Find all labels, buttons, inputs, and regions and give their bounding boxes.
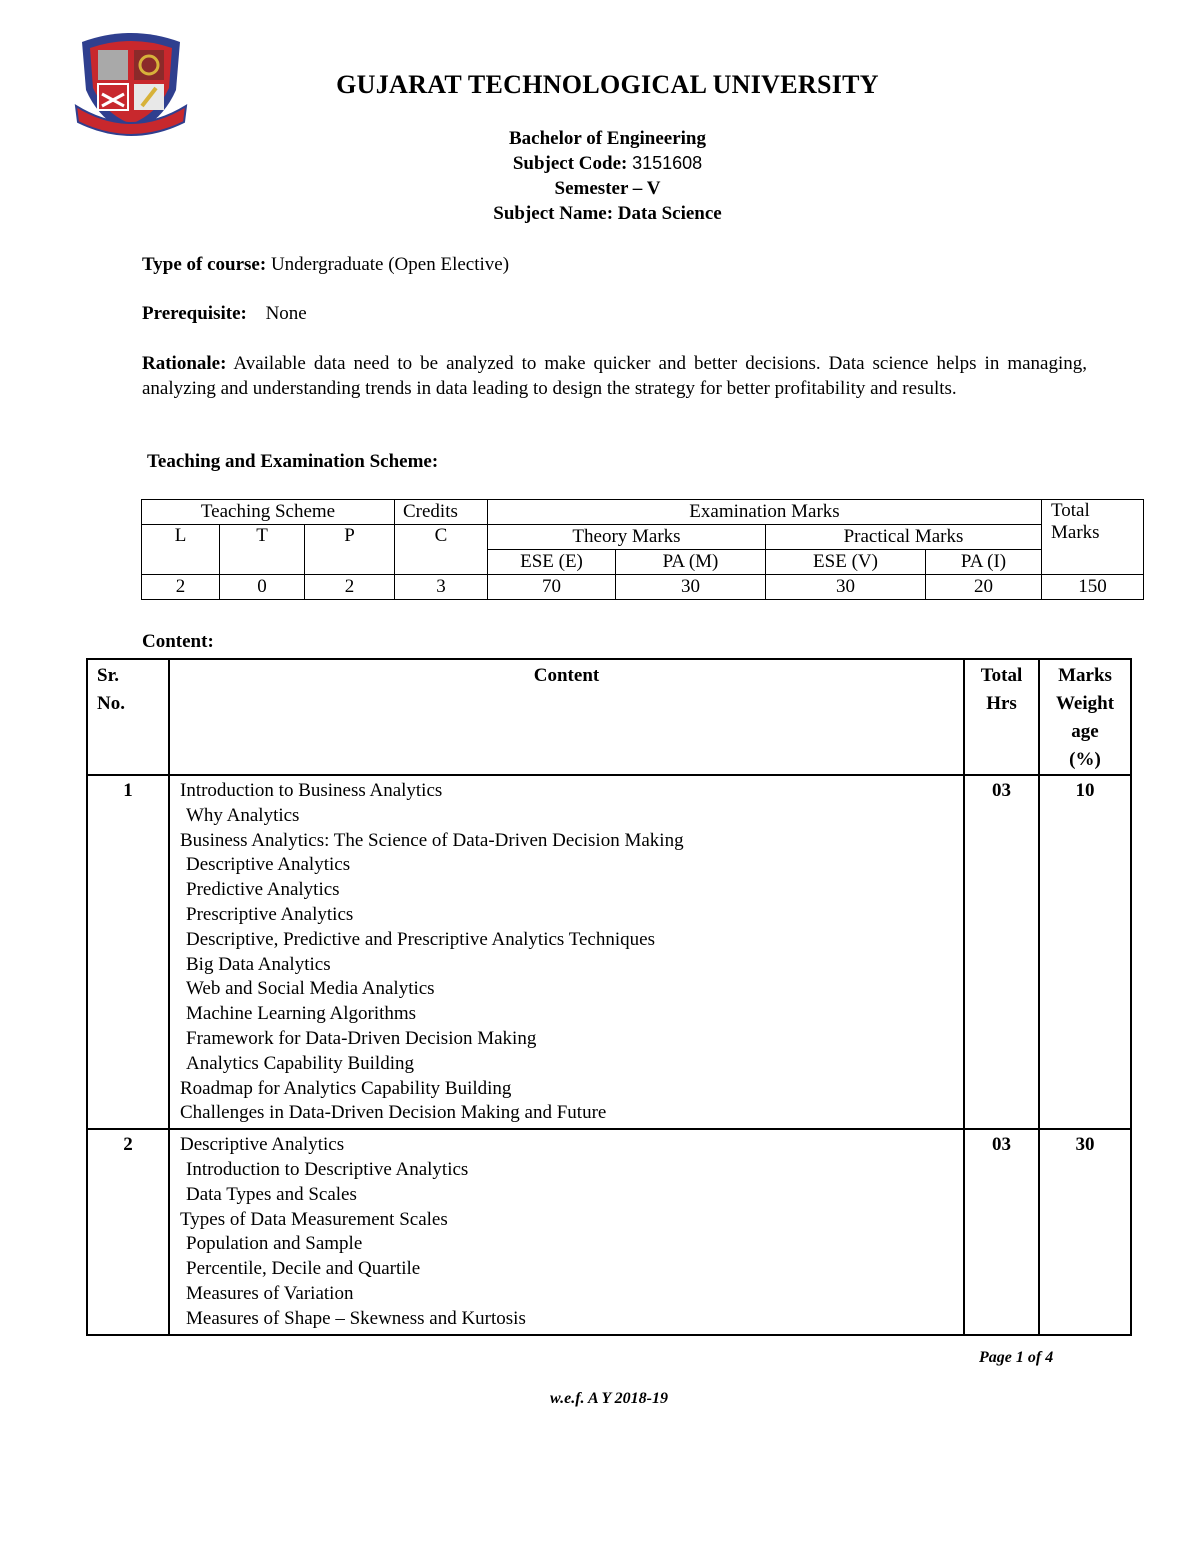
topic-item: Introduction to Business Analytics [180,780,443,801]
total-hrs-cell: 03 [964,775,1039,1129]
topic-item: Percentile, Decile and Quartile [186,1258,421,1280]
scheme-values-row [142,575,1144,600]
topic-item: Roadmap for Analytics Capability Building [180,1077,512,1099]
ese-v-value: 30 [766,575,926,600]
marks-label: Marks [1051,522,1100,543]
content-row [87,775,1131,1129]
pa-m-value: 30 [616,575,766,600]
weight-label: Weight [1055,693,1115,714]
scheme-title-text: Teaching and Examination Scheme: [147,451,439,472]
topic-item: Big Data Analytics [186,953,331,975]
topic-item: Data Types and Scales [186,1183,357,1205]
topic-item: Prescriptive Analytics [186,903,354,925]
subject-code-label: Subject Code: [512,153,628,174]
topic-item: Descriptive Analytics [180,1134,345,1156]
topics-cell [169,775,964,1129]
degree-title: Bachelor of Engineering [508,128,707,149]
total-label: Total [980,665,1023,686]
no-label: No. [97,693,125,714]
total-hrs-cell: 03 [964,1129,1039,1334]
content-title-text: Content: [142,631,214,652]
pa-m-header: PA (M) [616,550,766,575]
t-header: T [220,525,305,575]
age-label: age [1071,721,1099,742]
ese-v-header: ESE (V) [766,550,926,575]
content-row [87,1129,1131,1334]
l-value: 2 [142,575,220,600]
topic-item: Predictive Analytics [186,879,340,901]
pa-i-header: PA (I) [926,550,1042,575]
practical-marks-header: Practical Marks [766,525,1042,550]
content-header: Content [169,659,964,775]
topic-item: Challenges in Data-Driven Decision Making and Future [180,1102,607,1124]
topic-item: Types of Data Measurement Scales [180,1208,448,1230]
wef-footer: w.e.f. A Y 2018-19 [550,1390,668,1407]
marks-weightage-header [1039,659,1131,775]
rationale-text: Available data need to be analyzed to make quicker and better decisions. Data science helps in managing, analyzing and understanding trends in data leading to design the strategy for better profitability and results. [142,353,1088,399]
subject-code-line [0,153,1200,175]
total-label: Total [1051,500,1090,521]
pct-label: (%) [1069,749,1101,770]
semester-title: Semester – V [554,178,661,199]
course-type-value: Undergraduate (Open Elective) [270,254,510,275]
c-header: C [395,525,488,575]
content-table [86,658,1132,1336]
p-header: P [305,525,395,575]
weightage-cell: 30 [1039,1129,1131,1334]
l-header: L [142,525,220,575]
ese-e-header: ESE (E) [488,550,616,575]
c-value: 3 [395,575,488,600]
prerequisite-label: Prerequisite: [142,303,247,324]
prerequisite-value: None [265,303,307,324]
subject-name-value: Data Science [617,203,722,224]
marks-label: Marks [1058,665,1112,686]
topic-item: Analytics Capability Building [186,1052,414,1074]
topic-item: Population and Sample [186,1233,363,1255]
topic-item: Why Analytics [186,804,300,826]
topic-item: Descriptive Analytics [186,854,351,876]
course-type-line [142,253,1087,278]
theory-marks-header: Theory Marks [488,525,766,550]
scheme-title [147,450,1092,475]
ese-e-value: 70 [488,575,616,600]
subject-name-line [0,203,1200,225]
topic-item: Introduction to Descriptive Analytics [186,1158,469,1180]
content-title [142,630,1087,655]
prerequisite-line [142,302,1087,327]
subject-code-value: 3151608 [632,153,703,173]
sr-label: Sr. [97,665,120,686]
examination-marks-header: Examination Marks [488,500,1042,525]
topic-item: Web and Social Media Analytics [186,978,435,1000]
page-number: Page 1 of 4 [979,1349,1054,1366]
topic-item: Framework for Data-Driven Decision Making [186,1027,537,1049]
topic-item: Machine Learning Algorithms [186,1003,417,1025]
hrs-label: Hrs [986,693,1017,714]
teaching-scheme-header: Teaching Scheme [142,500,395,525]
total-marks-header [1042,500,1144,575]
subject-name-label: Subject Name: [493,203,614,224]
total-hrs-header [964,659,1039,775]
sr-no-cell: 2 [87,1129,169,1334]
topics-cell [169,1129,964,1334]
weightage-cell: 10 [1039,775,1131,1129]
p-value: 2 [305,575,395,600]
pa-i-value: 20 [926,575,1042,600]
t-value: 0 [220,575,305,600]
credits-header: Credits [395,500,488,525]
topic-item: Business Analytics: The Science of Data-Driven Decision Making [180,829,684,851]
university-title: GUJARAT TECHNOLOGICAL UNIVERSITY [336,70,879,99]
topic-item: Descriptive, Predictive and Prescriptive Analytics Techniques [186,928,655,950]
sr-no-header [87,659,169,775]
sr-no-cell: 1 [87,775,169,1129]
topic-item: Measures of Shape – Skewness and Kurtosis [186,1307,526,1329]
total-marks-value: 150 [1042,575,1144,600]
course-type-label: Type of course: [142,254,267,275]
topic-item: Measures of Variation [186,1282,354,1304]
rationale-paragraph [142,352,1087,401]
scheme-table [141,499,1144,600]
rationale-label: Rationale: [142,353,227,374]
